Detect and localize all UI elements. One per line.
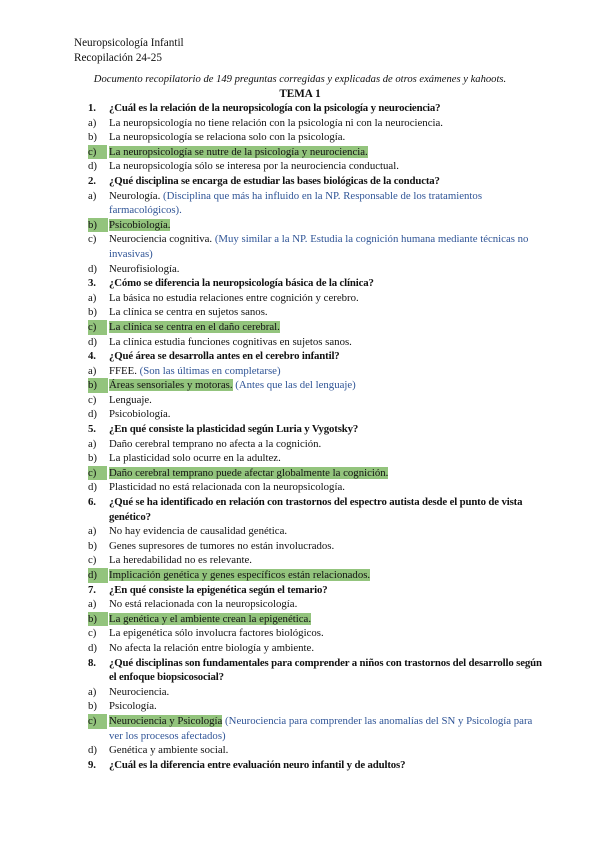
option-text: Lenguaje. bbox=[109, 393, 152, 406]
question-number: 9. bbox=[88, 758, 96, 771]
option-text: No hay evidencia de causalidad genética. bbox=[109, 525, 288, 538]
answer-option bbox=[88, 305, 548, 320]
question-number: 2. bbox=[88, 174, 96, 187]
answer-option bbox=[88, 641, 548, 656]
option-text: No afecta la relación entre biología y ambiente. bbox=[109, 641, 315, 654]
option-letter: c) bbox=[88, 233, 97, 246]
answer-option bbox=[88, 626, 548, 641]
answer-option bbox=[88, 159, 548, 174]
question-6 bbox=[88, 495, 548, 524]
question-7 bbox=[88, 583, 548, 598]
option-letter: a) bbox=[88, 525, 97, 538]
answer-option bbox=[88, 130, 548, 145]
question-text: ¿Cuál es la relación de la neuropsicología con la psicología y neurociencia? bbox=[109, 102, 441, 114]
correct-answer-text: Implicación genética y genes específicos están relacionados. bbox=[109, 569, 371, 581]
edition-label: Recopilación 24-25 bbox=[74, 52, 162, 64]
question-text: ¿Qué se ha identificado en relación con trastornos del espectro autista desde el punto de vista genético? bbox=[109, 496, 523, 523]
question-text: ¿En qué consiste la epigenética según el temario? bbox=[109, 583, 328, 596]
answer-option bbox=[88, 524, 548, 539]
answer-option bbox=[88, 437, 548, 452]
option-letter: c) bbox=[88, 393, 97, 406]
question-3 bbox=[88, 276, 548, 291]
question-text: ¿Cuál es la diferencia entre evaluación neuro infantil y de adultos? bbox=[109, 758, 406, 771]
option-text: Genética y ambiente social. bbox=[109, 744, 229, 757]
correct-answer-text: La genética y el ambiente crean la epigenética. bbox=[109, 612, 312, 625]
answer-option bbox=[88, 612, 548, 627]
section-title: TEMA 1 bbox=[279, 88, 321, 100]
question-5 bbox=[88, 422, 548, 437]
option-letter: a) bbox=[88, 437, 97, 450]
option-letter: b) bbox=[88, 700, 97, 713]
answer-option bbox=[88, 232, 548, 261]
answer-option bbox=[88, 378, 548, 393]
question-1 bbox=[88, 101, 548, 116]
question-text: ¿Qué área se desarrolla antes en el cerebro infantil? bbox=[109, 350, 340, 363]
answer-option bbox=[88, 743, 548, 758]
option-letter: b) bbox=[88, 306, 97, 319]
question-text: ¿Qué disciplina se encarga de estudiar las bases biológicas de la conducta? bbox=[109, 174, 440, 187]
option-letter: a) bbox=[88, 598, 97, 611]
option-letter: d) bbox=[88, 408, 97, 421]
question-number: 5. bbox=[88, 423, 96, 436]
option-letter: a) bbox=[88, 116, 97, 129]
answer-option bbox=[88, 480, 548, 495]
question-number: 4. bbox=[88, 350, 96, 363]
option-letter: b) bbox=[88, 218, 108, 233]
answer-option bbox=[88, 714, 548, 743]
correct-answer-text: Psicobiología. bbox=[109, 218, 171, 231]
answer-option bbox=[88, 189, 548, 218]
answer-option bbox=[88, 116, 548, 131]
question-number: 7. bbox=[88, 583, 96, 596]
option-text: La neuropsicología no tiene relación con la psicología ni con la neurociencia. bbox=[109, 116, 443, 129]
correct-answer-text: Áreas sensoriales y motoras. bbox=[109, 379, 233, 392]
option-letter: d) bbox=[88, 262, 97, 275]
option-text: Neurociencia. bbox=[109, 685, 170, 698]
correct-answer-text: Neurociencia y Psicología bbox=[109, 714, 223, 727]
question-text: ¿En qué consiste la plasticidad según Luria y Vygotsky? bbox=[109, 423, 359, 436]
option-text: Psicología. bbox=[109, 700, 157, 713]
answer-option bbox=[88, 407, 548, 422]
option-text: FFEE. bbox=[109, 364, 137, 377]
question-9 bbox=[88, 758, 548, 773]
correct-answer-text: La clínica se centra en el daño cerebral. bbox=[109, 320, 280, 333]
explanation-note: (Son las últimas en completarse) bbox=[139, 364, 281, 377]
option-text: Genes supresores de tumores no están involucrados. bbox=[109, 539, 335, 552]
answer-option bbox=[88, 597, 548, 612]
option-text: La básica no estudia relaciones entre cognición y cerebro. bbox=[109, 291, 359, 304]
option-letter: a) bbox=[88, 189, 97, 202]
explanation-note: (Disciplina que más ha influido en la NP. Responsable de los tratamientos farmacológicos). bbox=[109, 189, 483, 217]
option-letter: b) bbox=[88, 452, 97, 465]
answer-option bbox=[88, 145, 548, 160]
option-text: La neuropsicología se relaciona solo con la psicología. bbox=[109, 131, 346, 144]
answer-option bbox=[88, 451, 548, 466]
option-letter: c) bbox=[88, 320, 107, 335]
question-number: 8. bbox=[88, 656, 96, 669]
correct-answer-text: Daño cerebral temprano puede afectar globalmente la cognición. bbox=[109, 466, 389, 479]
option-letter: d) bbox=[88, 481, 97, 494]
question-2 bbox=[88, 174, 548, 189]
option-text: La plasticidad solo ocurre en la adultez. bbox=[109, 452, 281, 465]
option-letter: b) bbox=[88, 612, 108, 627]
option-letter: a) bbox=[88, 291, 97, 304]
question-4 bbox=[88, 349, 548, 364]
option-letter: d) bbox=[88, 160, 97, 173]
option-letter: c) bbox=[88, 145, 107, 160]
option-text: Psicobiología. bbox=[109, 408, 171, 421]
answer-option bbox=[88, 291, 548, 306]
correct-answer-text: La neuropsicología se nutre de la psicología y neurociencia. bbox=[109, 145, 368, 158]
option-letter: b) bbox=[88, 539, 97, 552]
answer-option bbox=[88, 553, 548, 568]
answer-option bbox=[88, 320, 548, 335]
option-text: Plasticidad no está relacionada con la neuropsicología. bbox=[109, 481, 345, 494]
question-number: 6. bbox=[88, 496, 96, 509]
option-text: Neurología. bbox=[109, 189, 161, 202]
answer-option bbox=[88, 393, 548, 408]
option-letter: c) bbox=[88, 554, 97, 567]
question-list bbox=[88, 101, 548, 772]
answer-option bbox=[88, 364, 548, 379]
answer-option bbox=[88, 335, 548, 350]
option-text: La clínica estudia funciones cognitivas en sujetos sanos. bbox=[109, 335, 352, 348]
answer-option bbox=[88, 262, 548, 277]
question-number: 3. bbox=[88, 277, 96, 290]
explanation-note: (Neurociencia para comprender las anomalías del SN y Psicología para ver los procesos afectados) bbox=[109, 714, 533, 742]
option-letter: a) bbox=[88, 364, 97, 377]
option-text: La clínica se centra en sujetos sanos. bbox=[109, 306, 268, 319]
answer-option bbox=[88, 218, 548, 233]
option-letter: d) bbox=[88, 744, 97, 757]
question-number: 1. bbox=[88, 102, 96, 114]
answer-option bbox=[88, 539, 548, 554]
option-text: Neurofisiología. bbox=[109, 262, 180, 275]
option-text: La epigenética sólo involucra factores biológicos. bbox=[109, 627, 324, 640]
option-text: La neuropsicología sólo se interesa por la neurociencia conductual. bbox=[109, 160, 399, 173]
question-text: ¿Cómo se diferencia la neuropsicología básica de la clínica? bbox=[109, 277, 374, 290]
answer-option bbox=[88, 685, 548, 700]
option-letter: d) bbox=[88, 568, 108, 583]
option-letter: c) bbox=[88, 627, 97, 640]
question-text: ¿Qué disciplinas son fundamentales para comprender a niños con trastornos del desarrollo según el enfoque biopsicosocial? bbox=[109, 656, 542, 684]
option-letter: b) bbox=[88, 378, 108, 393]
option-letter: d) bbox=[88, 641, 97, 654]
option-text: No está relacionada con la neuropsicología. bbox=[109, 598, 298, 611]
course-title: Neuropsicología Infantil bbox=[74, 37, 184, 49]
option-letter: c) bbox=[88, 466, 107, 481]
document-subtitle: Documento recopilatorio de 149 preguntas corregidas y explicadas de otros exámenes y kahoots. bbox=[93, 74, 507, 85]
option-letter: b) bbox=[88, 131, 97, 144]
option-letter: d) bbox=[88, 335, 97, 348]
question-8 bbox=[88, 656, 548, 685]
explanation-note: (Muy similar a la NP. Estudia la cognición humana mediante técnicas no invasivas) bbox=[109, 233, 529, 260]
option-letter: a) bbox=[88, 685, 97, 698]
option-text: Daño cerebral temprano no afecta a la cognición. bbox=[109, 437, 322, 450]
answer-option bbox=[88, 466, 548, 481]
answer-option bbox=[88, 699, 548, 714]
explanation-note: (Antes que las del lenguaje) bbox=[235, 379, 356, 392]
option-text: Neurociencia cognitiva. bbox=[109, 233, 213, 246]
option-letter: c) bbox=[88, 714, 107, 729]
answer-option bbox=[88, 568, 548, 583]
option-text: La heredabilidad no es relevante. bbox=[109, 554, 252, 567]
